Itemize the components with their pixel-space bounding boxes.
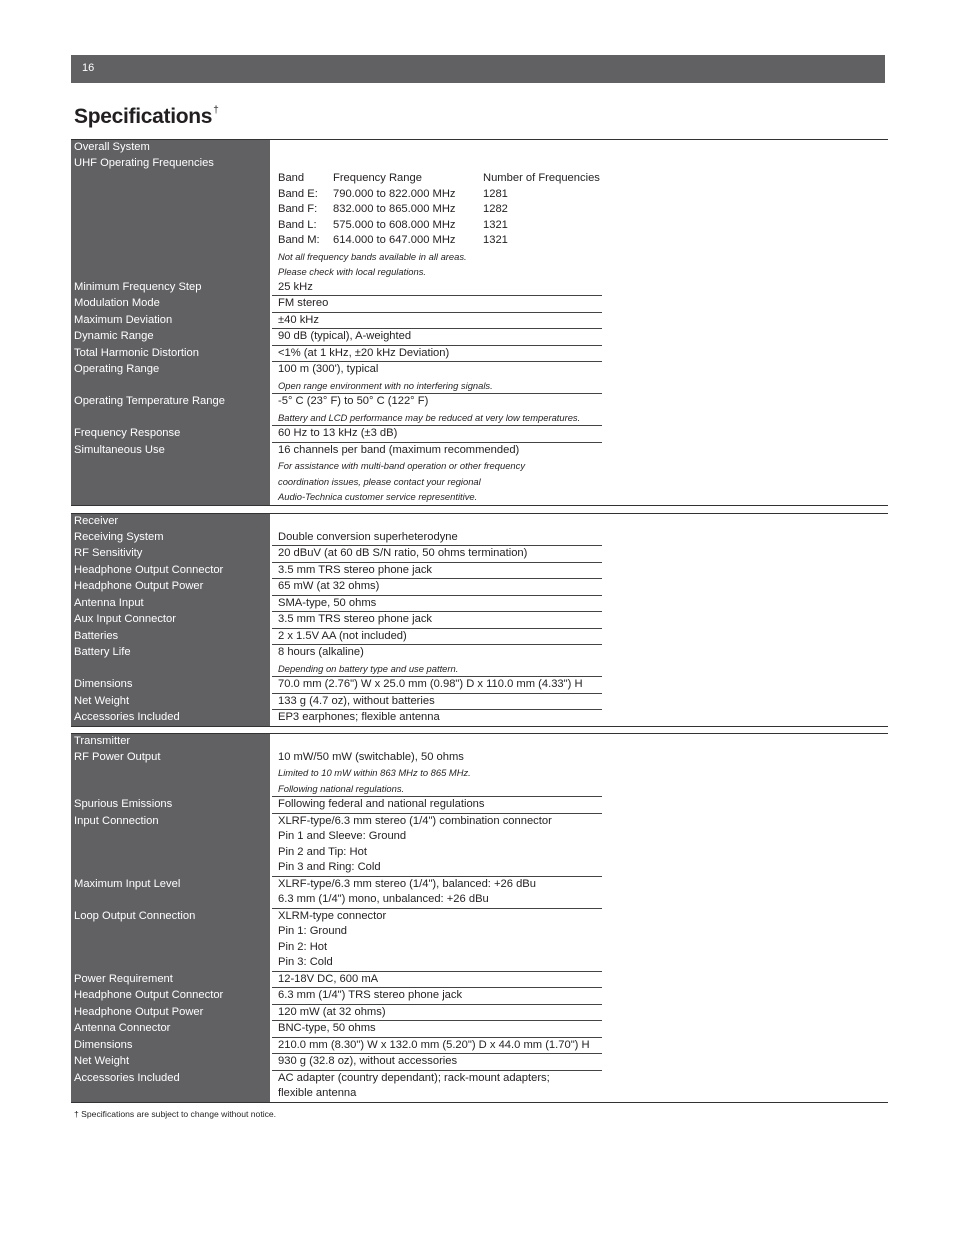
- band-row: Band F: 832.000 to 865.000 MHz 1282: [278, 203, 508, 215]
- spec-label: Dimensions: [74, 678, 133, 690]
- spec-value: AC adapter (country dependant); rack-mount adapters;: [278, 1071, 550, 1084]
- transmitter-section: [71, 733, 888, 1103]
- spec-value: 2 x 1.5V AA (not included): [278, 629, 407, 642]
- title-dagger: †: [213, 105, 219, 116]
- spec-label: Dynamic Range: [74, 330, 154, 342]
- spec-label: Operating Range: [74, 363, 160, 375]
- spec-value: 20 dBuV (at 60 dB S/N ratio, 50 ohms termination): [278, 547, 528, 559]
- spec-label: Battery Life: [74, 646, 131, 658]
- spec-value: 8 hours (alkaline): [278, 646, 364, 658]
- spec-note: Audio-Technica customer service representitive.: [278, 491, 478, 502]
- spec-value-cell: [272, 1021, 602, 1038]
- spec-value: 120 mW (at 32 ohms): [278, 1005, 386, 1018]
- spec-label: Batteries: [74, 629, 119, 642]
- spec-row: [71, 280, 888, 297]
- spec-value-cell: [272, 530, 602, 547]
- spec-label: Simultaneous Use: [74, 443, 165, 456]
- spec-value-cell: [272, 362, 602, 394]
- spec-value: FM stereo: [278, 297, 329, 309]
- band-note: Not all frequency bands available in all areas.: [278, 250, 467, 262]
- section-heading: Overall System: [74, 141, 150, 153]
- spec-value-cell: [272, 313, 602, 330]
- spec-row: [71, 612, 888, 629]
- spec-value-cell: [272, 426, 602, 443]
- spec-value: SMA-type, 50 ohms: [278, 596, 377, 609]
- spec-value-cell: [272, 546, 602, 563]
- spec-value-cell: [272, 877, 602, 909]
- spec-value-line: Pin 3 and Ring: Cold: [278, 861, 381, 873]
- spec-label: UHF Operating Frequencies: [74, 156, 214, 169]
- spec-label: Headphone Output Connector: [74, 989, 224, 1001]
- section-heading: Receiver: [74, 515, 119, 527]
- spec-label: Dimensions: [74, 1038, 133, 1051]
- spec-row: [71, 596, 888, 613]
- spec-value-cell: [272, 329, 602, 346]
- spec-note: Depending on battery type and use pattern.: [278, 662, 459, 674]
- spec-label: Input Connection: [74, 814, 159, 827]
- spec-value: 16 channels per band (maximum recommended): [278, 443, 520, 456]
- spec-value-line: Pin 1 and Sleeve: Ground: [278, 830, 407, 842]
- spec-label: Antenna Input: [74, 596, 144, 609]
- spec-row-uhf: [71, 156, 888, 280]
- spec-note: Following national regulations.: [278, 782, 405, 794]
- spec-note: coordination issues, please contact your regional: [278, 475, 481, 487]
- spec-value: 100 m (300'), typical: [278, 363, 379, 375]
- spec-row: [71, 814, 888, 877]
- spec-value: 3.5 mm TRS stereo phone jack: [278, 563, 433, 576]
- spec-row: [71, 530, 888, 547]
- spec-value: -5° C (23° F) to 50° C (122° F): [278, 395, 429, 407]
- spec-label: Headphone Output Power: [74, 1005, 204, 1018]
- spec-value-cell: [272, 750, 602, 798]
- spec-value-cell: [272, 612, 602, 629]
- page-title: [74, 105, 218, 129]
- band-row: Band L: 575.000 to 608.000 MHz 1321: [278, 218, 508, 231]
- band-table-header: Band Frequency Range Number of Frequencies: [278, 172, 600, 184]
- overall-system-section: [71, 139, 888, 506]
- spec-value-cell: [272, 596, 602, 613]
- spec-value-cell: [272, 710, 602, 726]
- spec-row: [71, 313, 888, 330]
- spec-value-line: Pin 2: Hot: [278, 940, 328, 953]
- band-row: Band M: 614.000 to 647.000 MHz 1321: [278, 234, 508, 246]
- spec-label: Spurious Emissions: [74, 798, 173, 810]
- spec-value-cell: [272, 394, 602, 426]
- spec-value-cell: [272, 677, 602, 694]
- spec-value: 25 kHz: [278, 280, 313, 293]
- page-number: 16: [82, 62, 95, 74]
- spec-value-cell: [272, 629, 602, 646]
- page-header-bar: [71, 55, 885, 83]
- band-table: [278, 171, 872, 280]
- spec-row: [71, 1021, 888, 1038]
- spec-label: Net Weight: [74, 1055, 130, 1067]
- spec-row: [71, 694, 888, 711]
- spec-value: 6.3 mm (1/4") TRS stereo phone jack: [278, 989, 463, 1001]
- spec-label: Headphone Output Connector: [74, 563, 224, 576]
- spec-value: 65 mW (at 32 ohms): [278, 580, 380, 592]
- spec-row: [71, 563, 888, 580]
- spec-value: <1% (at 1 kHz, ±20 kHz Deviation): [278, 346, 450, 359]
- spec-value: 12-18V DC, 600 mA: [278, 972, 379, 985]
- spec-label: Aux Input Connector: [74, 613, 176, 625]
- spec-value: Following federal and national regulations: [278, 798, 485, 810]
- spec-value: ±40 kHz: [278, 313, 319, 326]
- title-text: Specifications: [74, 105, 213, 128]
- spec-label: Frequency Response: [74, 427, 181, 439]
- spec-label: Antenna Connector: [74, 1022, 171, 1034]
- spec-value: 3.5 mm TRS stereo phone jack: [278, 613, 433, 625]
- spec-row: [71, 909, 888, 972]
- spec-row: [71, 972, 888, 989]
- spec-value-cell: [272, 296, 602, 313]
- spec-note: Limited to 10 mW within 863 MHz to 865 MHz.: [278, 767, 471, 778]
- spec-label: Accessories Included: [74, 711, 180, 723]
- spec-value-cell: [272, 1005, 602, 1022]
- spec-note: For assistance with multi-band operation or other frequency: [278, 460, 526, 471]
- spec-value: 60 Hz to 13 kHz (±3 dB): [278, 427, 398, 439]
- spec-row: [71, 296, 888, 313]
- spec-row: [71, 877, 888, 909]
- spec-row: [71, 750, 888, 798]
- spec-value-line: Pin 1: Ground: [278, 925, 348, 937]
- spec-row: [71, 346, 888, 363]
- spec-value: 10 mW/50 mW (switchable), 50 ohms: [278, 750, 464, 763]
- spec-value-cell: [272, 1071, 602, 1102]
- spec-row: [71, 443, 888, 505]
- spec-label: Net Weight: [74, 694, 130, 707]
- spec-value: 90 dB (typical), A-weighted: [278, 330, 412, 342]
- spec-value-cell: [272, 645, 602, 677]
- spec-value-cell: [272, 1054, 602, 1071]
- spec-label: Loop Output Connection: [74, 909, 196, 922]
- spec-value: Double conversion superheterodyne: [278, 530, 458, 543]
- spec-value-cell: [272, 694, 602, 711]
- spec-label: Power Requirement: [74, 972, 173, 985]
- spec-label: Accessories Included: [74, 1071, 180, 1084]
- spec-row: [71, 710, 888, 726]
- footnote: † Specifications are subject to change without notice.: [74, 1109, 277, 1119]
- spec-row: [71, 797, 888, 814]
- spec-value: 930 g (32.8 oz), without accessories: [278, 1055, 458, 1067]
- section-heading: Transmitter: [74, 735, 131, 747]
- spec-label: Maximum Input Level: [74, 877, 181, 890]
- spec-value-cell: [272, 909, 602, 972]
- band-note: Please check with local regulations.: [278, 266, 426, 277]
- spec-row: [71, 988, 888, 1005]
- spec-row: [71, 329, 888, 346]
- spec-value-line: Pin 2 and Tip: Hot: [278, 845, 367, 858]
- band-table-cell: [272, 156, 872, 280]
- spec-value: EP3 earphones; flexible antenna: [278, 711, 440, 723]
- spec-row: [71, 1038, 888, 1055]
- spec-value: 210.0 mm (8.30") W x 132.0 mm (5.20") D x 44.0 mm (1.70") H: [278, 1038, 590, 1051]
- band-row: Band E: 790.000 to 822.000 MHz 1281: [278, 187, 508, 200]
- spec-value-cell: [272, 972, 602, 989]
- spec-row: [71, 629, 888, 646]
- spec-value-cell: [272, 280, 602, 297]
- spec-value-cell: [272, 443, 602, 505]
- spec-value: 70.0 mm (2.76") W x 25.0 mm (0.98") D x 110.0 mm (4.33") H: [278, 678, 583, 690]
- spec-label: Receiving System: [74, 530, 164, 543]
- spec-label: Minimum Frequency Step: [74, 280, 202, 293]
- spec-value-cell: [272, 579, 602, 596]
- spec-row: [71, 579, 888, 596]
- spec-value-line: Pin 3: Cold: [278, 956, 333, 968]
- spec-label: RF Power Output: [74, 750, 161, 763]
- spec-row: [71, 677, 888, 694]
- spec-row: [71, 1054, 888, 1071]
- spec-label: Total Harmonic Distortion: [74, 346, 199, 359]
- spec-value: XLRF-type/6.3 mm stereo (1/4") combination connector: [278, 814, 552, 827]
- spec-row: [71, 1005, 888, 1022]
- spec-label: Maximum Deviation: [74, 313, 173, 326]
- spec-value: XLRF-type/6.3 mm stereo (1/4"), balanced: +26 dBu: [278, 877, 536, 890]
- spec-row: [71, 645, 888, 677]
- spec-value-cell: [272, 814, 602, 877]
- spec-row: [71, 1071, 888, 1102]
- spec-row: [71, 546, 888, 563]
- spec-note: Open range environment with no interfering signals.: [278, 379, 493, 391]
- spec-label: RF Sensitivity: [74, 547, 143, 559]
- spec-row: [71, 362, 888, 394]
- spec-value: BNC-type, 50 ohms: [278, 1022, 376, 1034]
- spec-label: Operating Temperature Range: [74, 395, 225, 407]
- spec-value-line: 6.3 mm (1/4") mono, unbalanced: +26 dBu: [278, 893, 489, 905]
- spec-value-cell: [272, 988, 602, 1005]
- spec-value: XLRM-type connector: [278, 909, 387, 922]
- spec-label: Modulation Mode: [74, 297, 160, 309]
- spec-value-cell: [272, 1038, 602, 1055]
- spec-value-cell: [272, 797, 602, 814]
- spec-value-line: flexible antenna: [278, 1087, 357, 1099]
- spec-label: Headphone Output Power: [74, 580, 204, 592]
- spec-value-cell: [272, 563, 602, 580]
- spec-row: [71, 394, 888, 426]
- receiver-section: [71, 513, 888, 727]
- spec-value: 133 g (4.7 oz), without batteries: [278, 694, 435, 707]
- spec-note: Battery and LCD performance may be reduced at very low temperatures.: [278, 411, 581, 423]
- spec-row: [71, 426, 888, 443]
- spec-value-cell: [272, 346, 602, 363]
